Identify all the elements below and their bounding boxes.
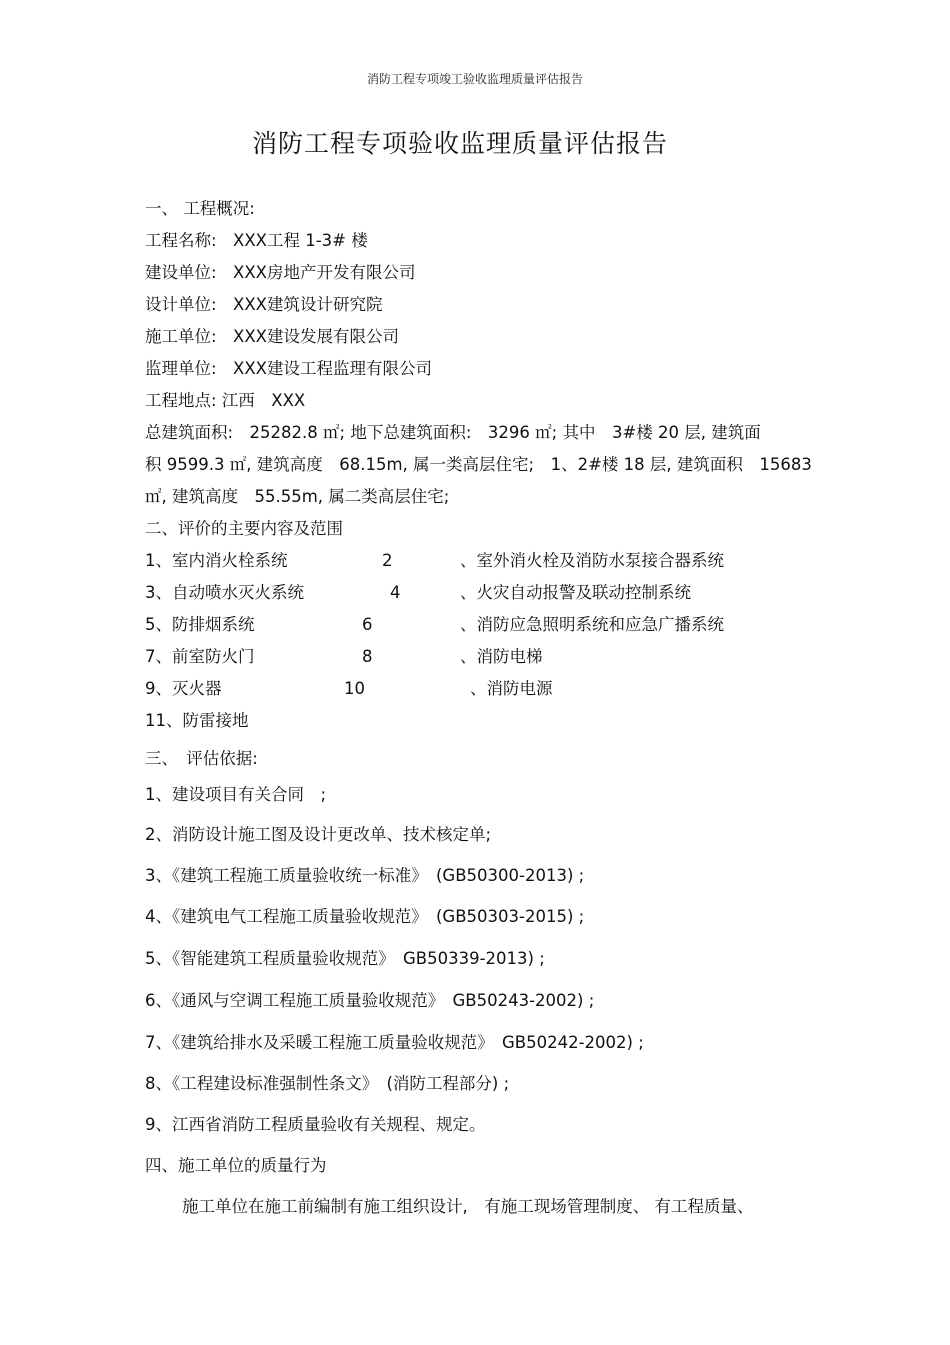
scope-item-left: 7、前室防火门 <box>145 647 255 666</box>
area-line-1: 总建筑面积: 25282.8 ㎡; 地下总建筑面积: 3296 ㎡; 其中 3#楼 20 层, 建筑面 <box>145 423 761 442</box>
scope-item-last: 11、防雷接地 <box>145 711 249 730</box>
basis-item: 6、《通风与空调工程施工质量验收规范》 GB50243-2002) ; <box>145 991 595 1010</box>
scope-item-left: 9、灭火器 <box>145 679 222 698</box>
scope-item-num: 2 <box>382 551 393 570</box>
basis-item: 5、《智能建筑工程质量验收规范》 GB50339-2013) ; <box>145 949 545 968</box>
scope-item-right: 、火灾自动报警及联动控制系统 <box>460 583 691 602</box>
basis-item: 3、《建筑工程施工质量验收统一标准》 (GB50300-2013) ; <box>145 866 585 885</box>
scope-item-num: 4 <box>390 583 401 602</box>
scope-item-num: 6 <box>362 615 373 634</box>
scope-item-left: 1、室内消火栓系统 <box>145 551 288 570</box>
scope-item-left: 5、防排烟系统 <box>145 615 255 634</box>
design-unit: 设计单位: XXX建筑设计研究院 <box>145 295 383 314</box>
scope-item-num: 8 <box>362 647 373 666</box>
section-1-heading: 一、 工程概况: <box>145 199 255 218</box>
project-name: 工程名称: XXX工程 1-3# 楼 <box>145 231 368 250</box>
basis-item: 4、《建筑电气工程施工质量验收规范》 (GB50303-2015) ; <box>145 907 585 926</box>
basis-item: 9、江西省消防工程质量验收有关规程、规定。 <box>145 1115 486 1134</box>
owner-unit: 建设单位: XXX房地产开发有限公司 <box>145 263 416 282</box>
basis-item: 8、《工程建设标准强制性条文》 (消防工程部分) ; <box>145 1074 510 1093</box>
scope-item-right: 、消防电源 <box>470 679 553 698</box>
section-4-heading: 四、施工单位的质量行为 <box>145 1156 327 1175</box>
supervision-unit: 监理单位: XXX建设工程监理有限公司 <box>145 359 432 378</box>
section-3-heading: 三、 评估依据: <box>145 749 258 768</box>
section-2-heading: 二、评价的主要内容及范围 <box>145 519 343 538</box>
running-header: 消防工程专项竣工验收监理质量评估报告 <box>366 72 583 86</box>
scope-item-right: 、消防应急照明系统和应急广播系统 <box>460 615 724 634</box>
construction-unit: 施工单位: XXX建设发展有限公司 <box>145 327 399 346</box>
scope-item-left: 3、自动喷水灭火系统 <box>145 583 304 602</box>
document-title: 消防工程专项验收监理质量评估报告 <box>251 129 668 158</box>
basis-item: 2、消防设计施工图及设计更改单、技术核定单; <box>145 825 492 844</box>
area-line-2: 积 9599.3 ㎡, 建筑高度 68.15m, 属一类高层住宅; 1、2#楼 18 层, 建筑面积 15683 <box>145 455 812 474</box>
basis-item: 1、建设项目有关合同 ; <box>145 785 327 804</box>
area-line-3: ㎡, 建筑高度 55.55m, 属二类高层住宅; <box>145 487 450 506</box>
project-location: 工程地点: 江西 XXX <box>145 391 306 410</box>
scope-item-right: 、消防电梯 <box>460 647 543 666</box>
section-4-paragraph: 施工单位在施工前编制有施工组织设计, 有施工现场管理制度、 有工程质量、 <box>182 1197 754 1216</box>
scope-item-right: 、室外消火栓及消防水泵接合器系统 <box>460 551 724 570</box>
basis-item: 7、《建筑给排水及采暖工程施工质量验收规范》 GB50242-2002) ; <box>145 1033 644 1052</box>
scope-item-num: 10 <box>344 679 365 698</box>
